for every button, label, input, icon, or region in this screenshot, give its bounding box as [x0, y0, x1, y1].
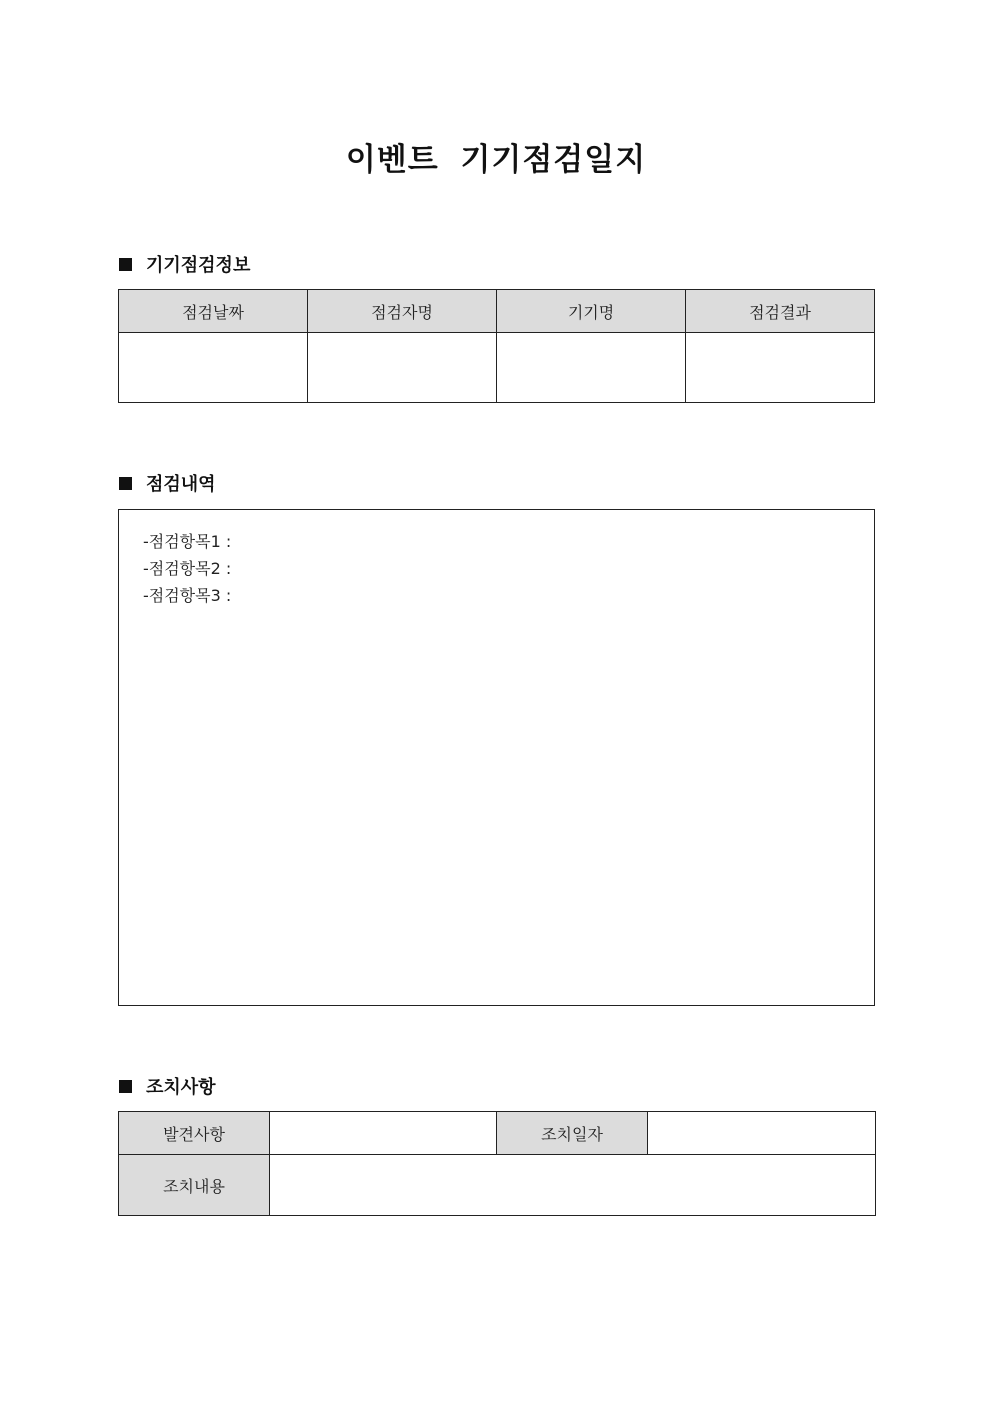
actions-table — [118, 1111, 876, 1216]
header-cell-result: 점검결과 — [686, 290, 875, 333]
inspection-items-list — [143, 528, 231, 609]
input-cell-result[interactable] — [686, 333, 875, 403]
table-header-row — [119, 290, 875, 333]
input-cell-found[interactable] — [270, 1112, 497, 1155]
inspection-details-box[interactable] — [118, 509, 875, 1006]
header-cell-inspector: 점검자명 — [308, 290, 497, 333]
header-cell-date: 점검날짜 — [119, 290, 308, 333]
label-cell-found: 발견사항 — [119, 1112, 270, 1155]
table-row — [119, 1112, 876, 1155]
section-heading-details — [119, 470, 216, 496]
input-cell-inspector[interactable] — [308, 333, 497, 403]
section-heading-actions — [119, 1073, 216, 1099]
table-row — [119, 1155, 876, 1216]
list-item: -점검항목1 : — [143, 532, 232, 551]
page-title: 이벤트 기기점검일지 — [345, 142, 647, 178]
square-bullet-icon — [119, 1080, 132, 1093]
square-bullet-icon — [119, 477, 132, 490]
header-cell-device: 기기명 — [497, 290, 686, 333]
input-cell-action-date[interactable] — [648, 1112, 876, 1155]
section-heading-label: 기기점검정보 — [146, 255, 251, 276]
inspection-info-table — [118, 289, 875, 403]
input-cell-device[interactable] — [497, 333, 686, 403]
list-item: -점검항목2 : — [143, 559, 232, 578]
label-cell-action-content: 조치내용 — [119, 1155, 270, 1216]
section-heading-label: 조치사항 — [146, 1077, 216, 1098]
input-cell-date[interactable] — [119, 333, 308, 403]
list-item: -점검항목3 : — [143, 586, 232, 605]
square-bullet-icon — [119, 258, 132, 271]
input-cell-action-content[interactable] — [270, 1155, 876, 1216]
section-heading-label: 점검내역 — [146, 474, 216, 495]
label-cell-action-date: 조치일자 — [497, 1112, 648, 1155]
table-row — [119, 333, 875, 403]
section-heading-info — [119, 251, 250, 277]
